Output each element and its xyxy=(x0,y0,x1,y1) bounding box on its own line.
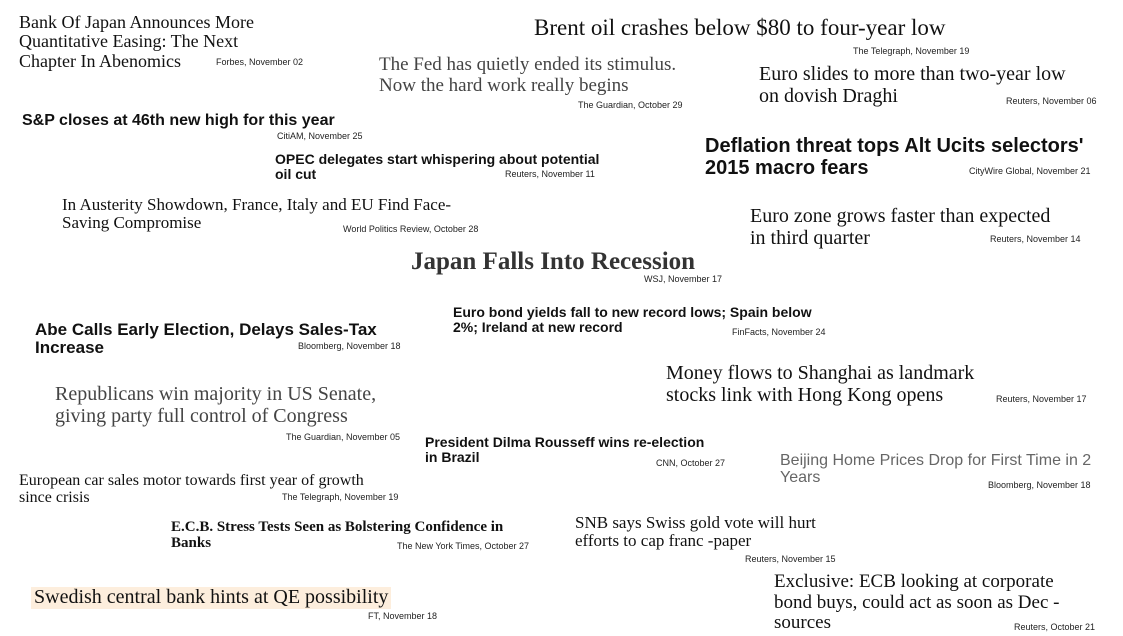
headline-title-line: Saving Compromise xyxy=(62,213,202,233)
headline-title-line: oil cut xyxy=(275,166,317,183)
headline-title-line: Years xyxy=(780,469,821,487)
headline-title-line: E.C.B. Stress Tests Seen as Bolstering Confidence in xyxy=(171,519,504,535)
headline-source: WSJ, November 17 xyxy=(644,274,723,284)
headline-title-line: Banks xyxy=(171,535,212,552)
headline-source: Reuters, November 06 xyxy=(1006,96,1097,106)
headline-source: The Telegraph, November 19 xyxy=(282,492,399,502)
headline-title-line: Swedish central bank hints at QE possibility xyxy=(31,587,391,609)
headline-title-line: Exclusive: ECB looking at corporate xyxy=(774,571,1054,592)
headline-fed xyxy=(379,55,676,96)
headline-title-line: Quantitative Easing: The Next xyxy=(19,31,239,52)
headline-source: Forbes, November 02 xyxy=(216,57,304,67)
headline-source: FT, November 18 xyxy=(368,611,438,621)
headline-source: Reuters, November 17 xyxy=(996,394,1087,404)
headline-source: CitiAM, November 25 xyxy=(277,131,363,141)
headline-swedish xyxy=(31,587,391,609)
headline-source: The New York Times, October 27 xyxy=(397,541,530,551)
headline-source: Bloomberg, November 18 xyxy=(988,480,1091,490)
headline-source: Reuters, November 14 xyxy=(990,234,1081,244)
headline-title-line: giving party full control of Congress xyxy=(55,404,348,427)
headline-title-line: Money flows to Shanghai as landmark xyxy=(666,362,975,384)
headline-title-line: President Dilma Rousseff wins re-election xyxy=(425,434,705,450)
headline-source: Reuters, November 11 xyxy=(505,169,595,179)
headline-brent xyxy=(534,16,946,41)
headline-title-line: Euro slides to more than two-year low xyxy=(759,63,1066,85)
headline-republicans xyxy=(55,384,376,427)
headline-title-line: Increase xyxy=(35,338,104,358)
headline-title-line: efforts to cap franc -paper xyxy=(575,531,752,551)
headline-source: CNN, October 27 xyxy=(656,458,726,468)
headline-source: FinFacts, November 24 xyxy=(732,327,826,337)
headline-source: The Guardian, October 29 xyxy=(578,100,683,110)
headline-sp xyxy=(22,112,335,129)
headline-title-line: Brent oil crashes below $80 to four-year low xyxy=(534,15,946,40)
headline-title-line: Chapter In Abenomics xyxy=(19,50,181,71)
headline-title-line: on dovish Draghi xyxy=(759,84,898,107)
headline-title-line: OPEC delegates start whispering about potential xyxy=(275,151,600,167)
headline-title-line: 2015 macro fears xyxy=(705,156,869,179)
headline-title-line: European car sales motor towards first year of growth xyxy=(19,472,364,489)
headline-source: Bloomberg, November 18 xyxy=(298,341,401,351)
headline-title-line: Euro zone grows faster than expected xyxy=(750,205,1051,227)
headline-title-line: In Austerity Showdown, France, Italy and EU Find Face- xyxy=(62,195,452,214)
headline-title-line: bond buys, could act as soon as Dec - xyxy=(774,591,1060,613)
headline-title-line: Bank Of Japan Announces More xyxy=(19,12,254,32)
headline-title-line: Euro bond yields fall to new record lows; Spain below xyxy=(453,304,812,320)
headline-title-line: Beijing Home Prices Drop for First Time in 2 xyxy=(780,452,1092,469)
headline-source: CityWire Global, November 21 xyxy=(969,166,1091,176)
headline-shanghai xyxy=(666,363,974,406)
headline-title-line: 2%; Ireland at new record xyxy=(453,319,623,336)
headline-title-line: stocks link with Hong Kong opens xyxy=(666,383,944,406)
headline-snb xyxy=(575,514,816,551)
headline-title-line: sources xyxy=(774,612,831,634)
headline-title-line: Deflation threat tops Alt Ucits selectors' xyxy=(705,135,1084,157)
headline-title-line: Republicans win majority in US Senate, xyxy=(55,383,377,405)
headline-title-line: SNB says Swiss gold vote will hurt xyxy=(575,513,816,532)
headline-title-line: Japan Falls Into Recession xyxy=(411,248,696,275)
headline-title-line: since crisis xyxy=(19,489,90,507)
headline-source: Reuters, October 21 xyxy=(1014,622,1096,632)
headline-japan xyxy=(411,248,695,275)
headline-source: The Telegraph, November 19 xyxy=(853,46,970,56)
headline-title-line: The Fed has quietly ended its stimulus. xyxy=(379,54,677,75)
headline-abe xyxy=(35,321,377,358)
headline-title-line: Abe Calls Early Election, Delays Sales-Tax xyxy=(35,320,377,339)
headline-source: Reuters, November 15 xyxy=(745,554,836,564)
headline-title-line: in third quarter xyxy=(750,226,870,249)
headline-source: The Guardian, November 05 xyxy=(286,432,401,442)
headline-title-line: in Brazil xyxy=(425,449,480,466)
headline-source: World Politics Review, October 28 xyxy=(343,224,479,234)
headline-title-line: Now the hard work really begins xyxy=(379,74,629,96)
headline-title-line: S&P closes at 46th new high for this year xyxy=(22,112,335,129)
